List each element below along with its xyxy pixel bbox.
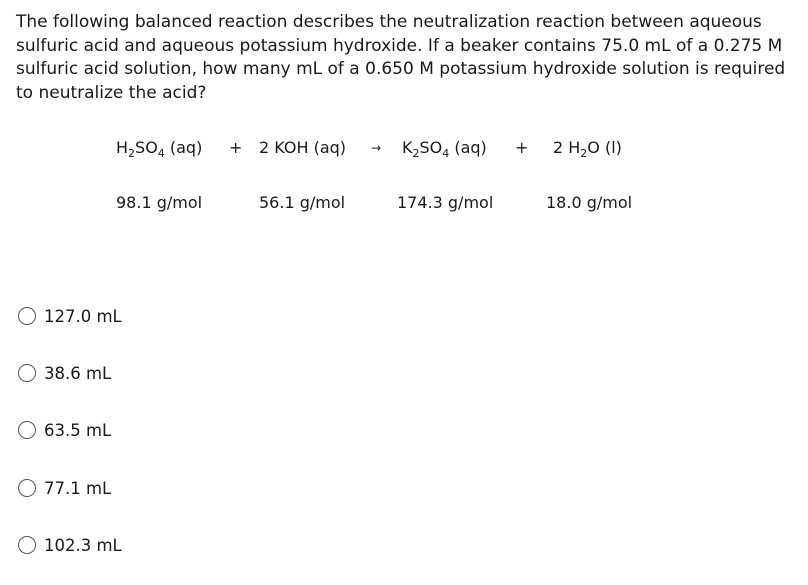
answer-option[interactable] [18, 361, 111, 385]
radio-button[interactable] [18, 307, 36, 325]
radio-button[interactable] [18, 536, 36, 554]
answer-option[interactable] [18, 304, 122, 328]
reactant-sulfuric-acid: $H_2SO_4$ (aq) [116, 138, 203, 160]
radio-button[interactable] [18, 479, 36, 497]
product-potassium-sulfate: $K_2SO_4$ (aq) [402, 138, 487, 160]
radio-button[interactable] [18, 421, 36, 439]
reaction-arrow: → [371, 141, 382, 155]
answer-option-label: 102.3 mL [44, 535, 122, 555]
plus-sign: + [229, 138, 243, 157]
plus-sign: + [515, 138, 529, 157]
answer-option[interactable] [18, 418, 111, 442]
question-text: The following balanced reaction describes the neutralization reaction between aqueous sulfuric acid and aqueous potassium hydroxide. If a beaker contains 75.0 mL of a 0.275 M sulfuric acid solution, how many mL of a 0.650 M potassium hydroxide solution is required to neutralize the acid? [16, 12, 786, 103]
answer-option[interactable] [18, 476, 111, 500]
molar-mass-koh: 56.1 g/mol [259, 193, 346, 212]
molar-mass-h2o: 18.0 g/mol [546, 193, 633, 212]
answer-option-label: 77.1 mL [44, 478, 112, 498]
answer-option[interactable] [18, 533, 122, 557]
molar-mass-k2so4: 174.3 g/mol [397, 193, 494, 212]
reaction-equation [0, 137, 808, 161]
answer-option-label: 38.6 mL [44, 363, 112, 383]
product-water: 2 $H_2O$ (l) [553, 138, 622, 160]
molar-mass-h2so4: 98.1 g/mol [116, 193, 203, 212]
molar-mass-row [0, 192, 808, 216]
answer-option-label: 127.0 mL [44, 306, 122, 326]
answer-option-label: 63.5 mL [44, 420, 112, 440]
radio-button[interactable] [18, 364, 36, 382]
reactant-potassium-hydroxide: 2 KOH (aq) [259, 138, 347, 157]
